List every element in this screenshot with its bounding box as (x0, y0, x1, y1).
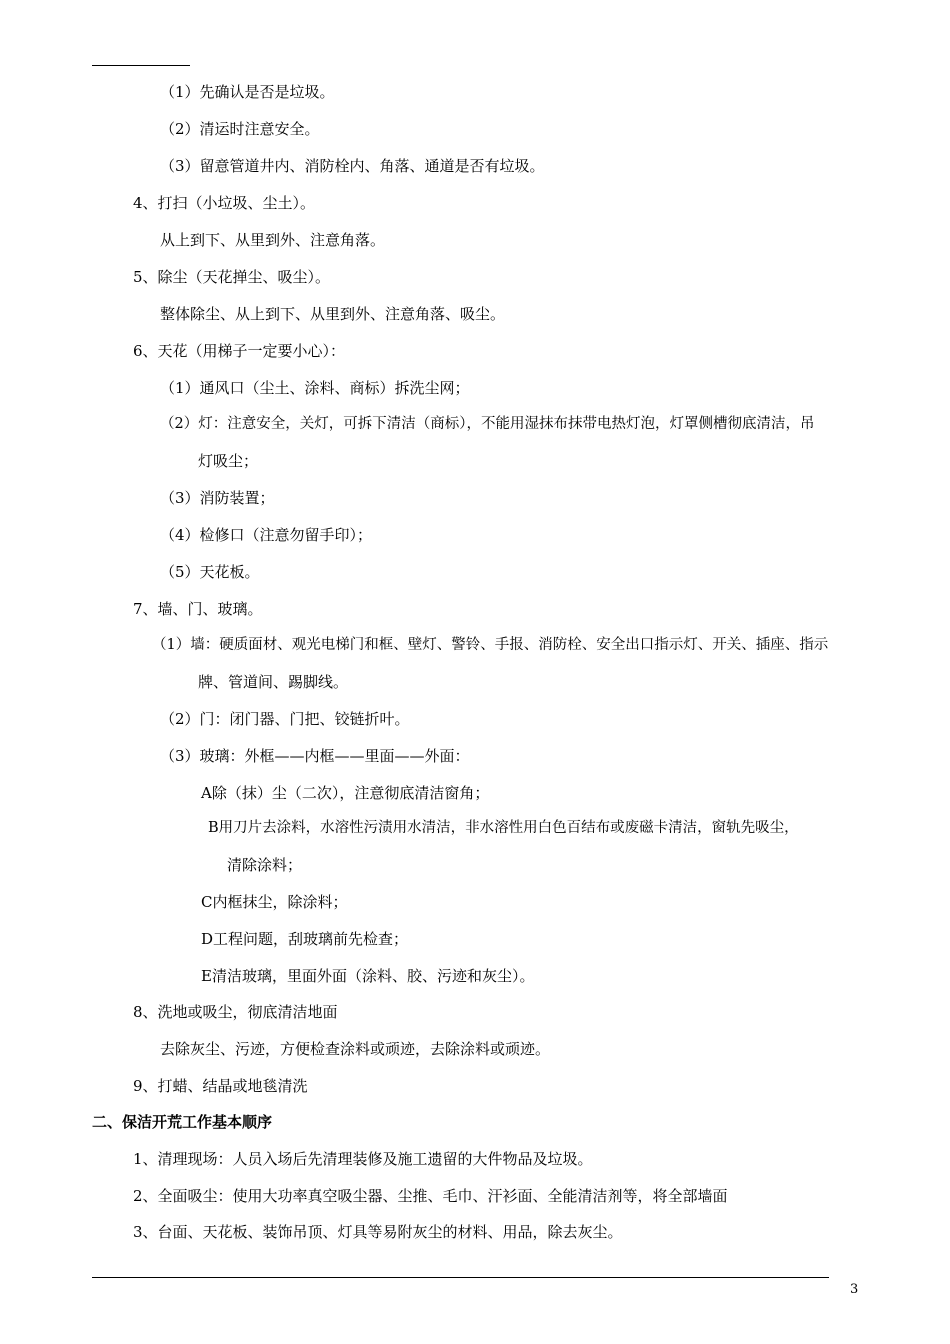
text-line: 3、台面、天花板、装饰吊顶、灯具等易附灰尘的材料、用品，除去灰尘。 (133, 1223, 623, 1241)
text-line: （3）消防装置； (160, 489, 275, 507)
text-line: （2）清运时注意安全。 (160, 120, 320, 138)
text-line: 牌、管道间、踢脚线。 (198, 673, 349, 691)
page-number: 3 (850, 1282, 859, 1297)
text-line: 清除涂料； (227, 856, 303, 874)
text-line: C内框抹尘，除涂料； (201, 893, 348, 911)
text-line: A除（抹）尘（二次），注意彻底清洁窗角； (201, 784, 490, 802)
text-line: 1、清理现场：人员入场后先清理装修及施工遗留的大件物品及垃圾。 (133, 1150, 593, 1168)
text-line: （3）留意管道井内、消防栓内、角落、通道是否有垃圾。 (160, 157, 545, 175)
text-line: D工程问题，刮玻璃前先检查； (201, 930, 409, 948)
text-line: B用刀片去涂料，水溶性污渍用水清洁，非水溶性用白色百结布或废磁卡清洁，窗轨先吸尘， (208, 820, 799, 836)
text-line: （4）检修口（注意勿留手印）； (160, 526, 373, 544)
footer-rule (92, 1277, 829, 1278)
text-line: 4、打扫（小垃圾、尘土）。 (133, 194, 316, 212)
text-line: E清洁玻璃，里面外面（涂料、胶、污迹和灰尘）。 (201, 967, 535, 985)
text-line: 5、除尘（天花掸尘、吸尘）。 (133, 268, 331, 286)
text-line: 8、洗地或吸尘，彻底清洁地面 (133, 1003, 338, 1021)
text-line: 9、打蜡、结晶或地毯清洗 (133, 1077, 308, 1095)
text-line: 7、墙、门、玻璃。 (133, 600, 263, 618)
text-line: （2）门：闭门器、门把、铰链折叶。 (160, 710, 410, 728)
text-line: 2、全面吸尘：使用大功率真空吸尘器、尘推、毛巾、汗衫面、全能清洁剂等，将全部墙面 (133, 1187, 728, 1205)
text-line: 6、天花（用梯子一定要小心）： (133, 342, 346, 360)
text-line: （3）玻璃：外框——内框——里面——外面： (160, 747, 470, 765)
text-line: （1）先确认是否是垃圾。 (160, 83, 335, 101)
text-line: 灯吸尘； (198, 452, 259, 470)
text-line: （1）墙：硬质面材、观光电梯门和框、壁灯、警铃、手报、消防栓、安全出口指示灯、开关、插座、指示 (152, 637, 829, 653)
text-line: （1）通风口（尘土、涂料、商标）拆洗尘网； (160, 379, 470, 397)
section-heading: 二、保洁开荒工作基本顺序 (92, 1113, 273, 1131)
text-line: 从上到下、从里到外、注意角落。 (160, 231, 386, 249)
text-line: （2）灯：注意安全，关灯，可拆下清洁（商标），不能用湿抹布抹带电热灯泡，灯罩侧槽彻底清洁，吊 (160, 416, 815, 432)
text-line: 整体除尘、从上到下、从里到外、注意角落、吸尘。 (160, 305, 506, 323)
text-line: 去除灰尘、污迹，方便检查涂料或顽迹，去除涂料或顽迹。 (160, 1040, 551, 1058)
header-rule (92, 65, 190, 66)
text-line: （5）天花板。 (160, 563, 260, 581)
